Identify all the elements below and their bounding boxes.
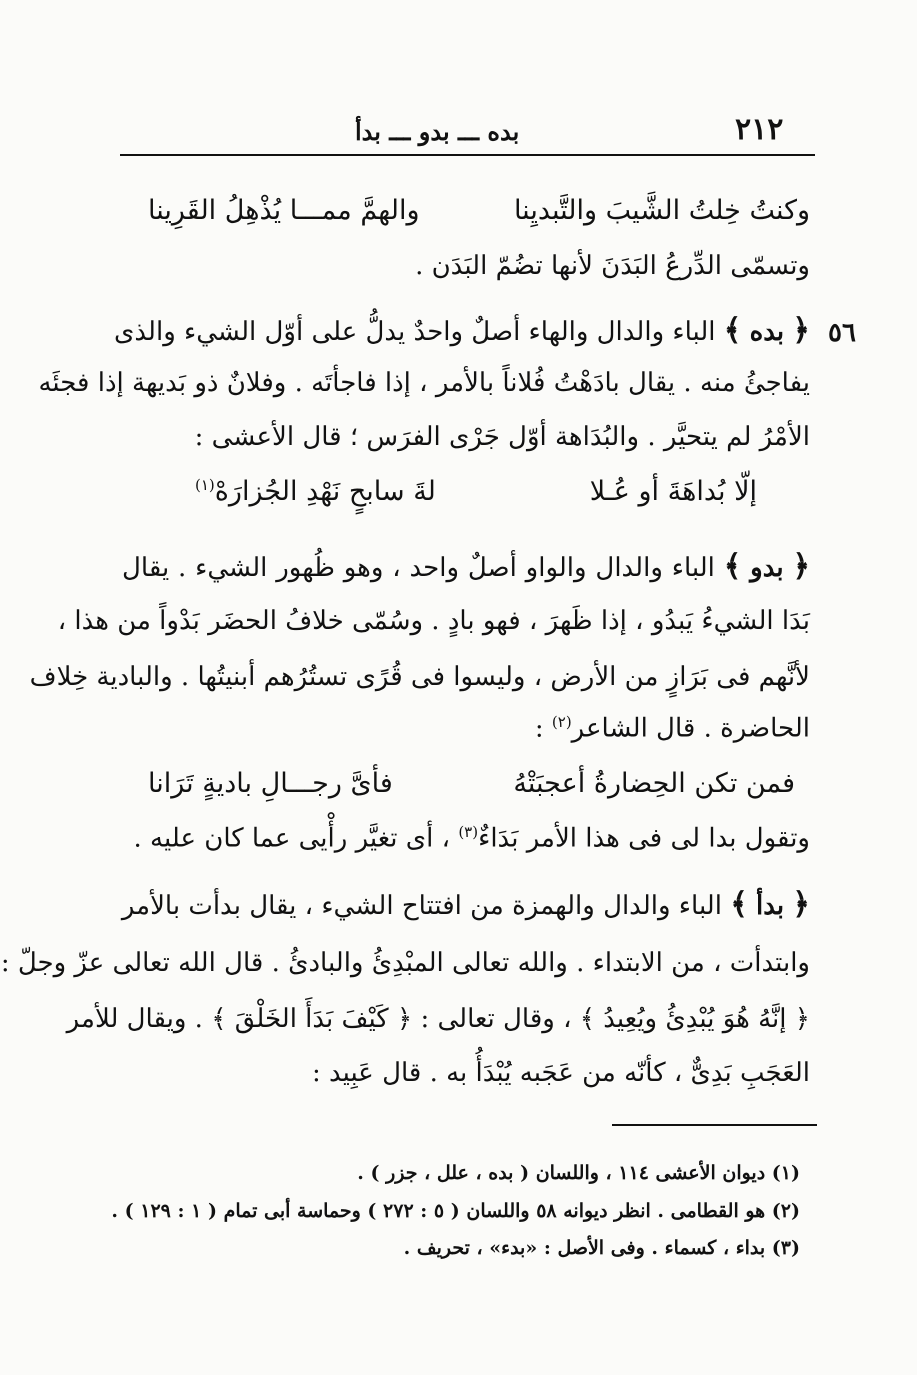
footnote-1: (١) ديوان الأعشى ١١٤ ، واللسان ( بده ، علل ، جزر ) . [357,1162,800,1184]
entry-bdw-text-5a: وتقول بدا لى فى هذا الأمر بَدَاءٌ [478,823,810,854]
footnote-rule [612,1124,817,1126]
entry-bdw-line-2: بَدَا الشيءُ يَبدُو ، إذا ظَهرَ ، فهو بادٍ . وسُمّى خلافُ الحضَر بَدْواً من هذا ، [57,606,810,636]
head-bracket-open: ﴿ [792,887,810,922]
head-bracket-close: ﴾ [723,549,742,584]
entry-bda-line-3: ﴿ إنَّهُ هُوَ يُبْدِئُ ويُعِيدُ ﴾ ، وقال تعالى : ﴿ كَيْفَ بَدَأَ الخَلْقَ ﴾ . ويقال للأمر [66,1004,810,1034]
head-bracket-close: ﴾ [730,887,748,922]
header-rule [120,154,815,156]
entry-bdw-text-4-end: : [534,713,552,744]
bdh-verse-right-hemistich: إلّا بُداهَةَ أو عُـلا [589,476,757,507]
entry-bdh-line-1 [114,313,810,348]
entry-bdw-text-4: الحاضرة . قال الشاعر [571,713,810,744]
footnote-2: (٢) هو القطامى . انظر ديوانه ٥٨ واللسان ( ٥ : ٢٧٢ ) وحماسة أبى تمام ( ١ : ١٢٩ ) . [111,1200,800,1222]
entry-bda-line-2: وابتدأت ، من الابتداء . والله تعالى المبْدِئُ والبادئُ . قال الله تعالى عزّ وجلّ : [0,948,810,978]
entry-bdw-line-3: لأنَّهم فى بَرَازٍ من الأرض ، وليسوا فى قُرًى تستُرُهم أبنيتُها . والبادية خِلاف [29,662,810,692]
footnote-marker-3: (٣) [458,823,479,841]
footnote-marker-2: (٢) [551,713,572,731]
bdh-verse-left-text: لةَ سابحٍ نَهْدِ الجُزارَهْ [214,476,436,507]
opening-verse-right-hemistich: وكنتُ خِلتُ الشَّيبَ والتَّبديِنا [513,195,810,226]
entry-bdw-line-1 [122,549,811,584]
entry-bda-line-4: العَجَبِ بَدِىٌّ ، كأنّه من عَجَبه يُبْدَأُ به . قال عَبِيد : [311,1058,810,1088]
bdw-verse-left-hemistich: فأىَّ رجـــالِ باديةٍ تَرَانا [148,768,393,799]
opening-prose-line: وتسمّى الدِّرعُ البَدَنَ لأنها تضُمّ البَدَن . [415,251,810,281]
head-word-bda: بدأ [756,891,785,921]
entry-number: ٥٦ [828,318,856,348]
bdw-verse-right-hemistich: فمن تكن الحِضارةُ أعجبَتْهُ [513,768,795,799]
entry-bdh-line-2: يفاجئُ منه . يقال بادَهْتُ فُلاناً بالأمر ، إذا فاجأتَه . وفلانٌ ذو بَديهة إذا فجئَه [38,368,810,398]
bdh-verse-left-hemistich [195,476,436,507]
entry-bdw-text-1: الباء والدال والواو أصلٌ واحد ، وهو ظُهور الشيء . يقال [122,553,715,583]
opening-verse-left-hemistich: والهمَّ ممـــا يُذْهِلُ القَرِينا [148,195,420,226]
entry-bdw-text-5b: ، أى تغيَّر رأْيى عما كان عليه . [133,823,459,854]
head-word-bdw: بدو [750,553,784,583]
head-bracket-close: ﴾ [723,313,742,348]
footnote-marker-1: (١) [195,476,215,494]
entry-bda-line-1 [121,887,810,922]
running-head: بده ـــ بدو ـــ بدأ [355,117,520,146]
entry-bdh-text-1: الباء والدال والهاء أصلٌ واحدٌ يدلُّ على أوّل الشيء والذى [114,317,716,347]
entry-bdw-line-5 [134,825,810,852]
head-bracket-open: ﴿ [792,313,810,348]
footnote-3: (٣) بداء ، كسماء . وفى الأصل : «بدء» ، تحريف . [403,1237,800,1259]
head-word-bdh: بده [749,317,785,347]
entry-bdh-line-3: الأمْرُ لم يتحيَّر . والبُدَاهة أوّل جَرْى الفرَس ؛ قال الأعشى : [194,422,810,452]
entry-bda-text-1: الباء والدال والهمزة من افتتاح الشيء ، يقال بدأت بالأمر [121,891,722,921]
head-bracket-open: ﴿ [792,549,811,584]
entry-bdw-line-4 [535,715,810,742]
page-number: ٢١٢ [735,112,784,147]
